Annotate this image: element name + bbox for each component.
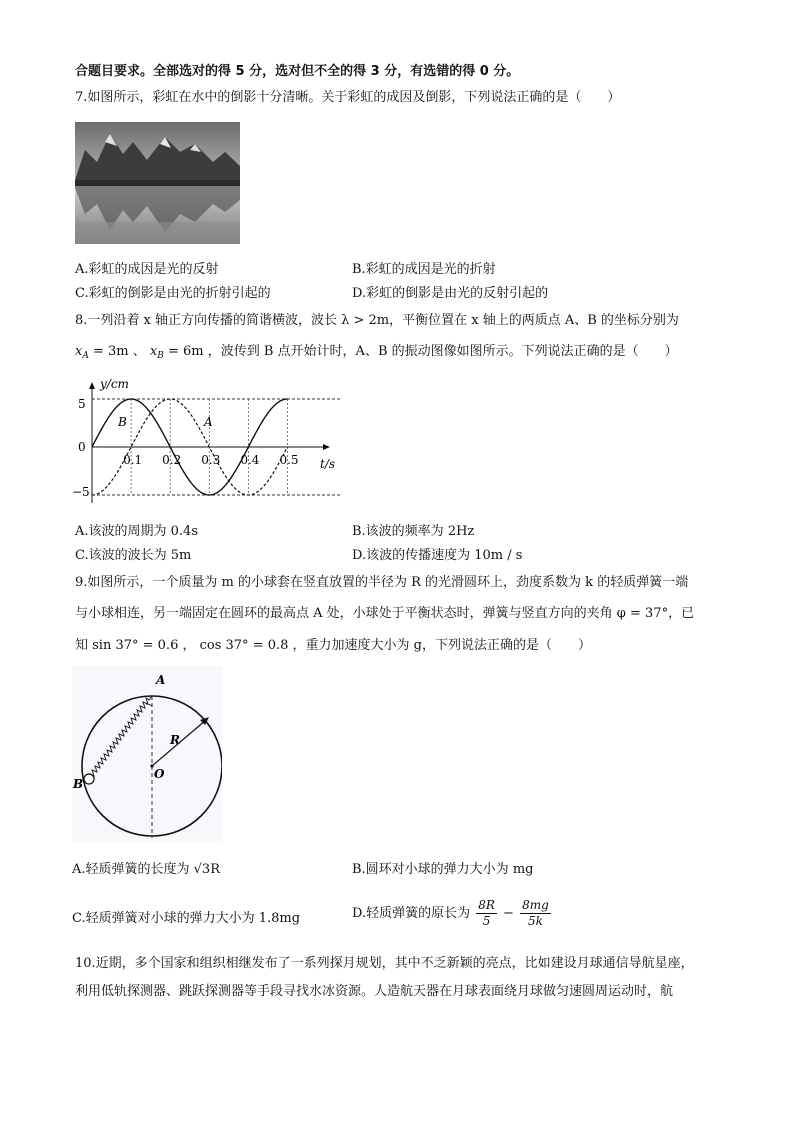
x-tick-labels bbox=[123, 453, 298, 467]
q9-stem-line3: 知 sin 37° = 0.6 ， cos 37° = 0.8 ，重力加速度大小为 g，下列说法正确的是（ ） bbox=[75, 638, 591, 653]
figure-background bbox=[72, 666, 222, 841]
q8-option-b[interactable]: B.该波的频率为 2Hz bbox=[352, 524, 475, 539]
q8-stem-line2 bbox=[75, 343, 678, 365]
q8-xa-sub: A bbox=[82, 351, 89, 361]
q9-option-a[interactable]: A.轻质弹簧的长度为 √3R bbox=[72, 862, 220, 877]
point-b-label: B bbox=[73, 777, 84, 791]
q8-option-a[interactable]: A.该波的周期为 0.4s bbox=[75, 524, 198, 539]
fraction-numerator: 8R bbox=[478, 898, 495, 912]
q9-option-d[interactable] bbox=[352, 898, 553, 929]
x-axis-label: t/s bbox=[320, 457, 336, 471]
radius-r-label: R bbox=[170, 733, 180, 747]
y-axis-arrow bbox=[89, 382, 95, 389]
x-tick-label-1: 0.1 bbox=[123, 453, 143, 467]
q9-stem-line1: 9.如图所示，一个质量为 m 的小球套在竖直放置的半径为 R 的光滑圆环上，劲度系数为 k 的轻质弹簧一端 bbox=[75, 575, 689, 590]
center-o-label: O bbox=[154, 767, 165, 781]
q8-option-c[interactable]: C.该波的波长为 5m bbox=[75, 548, 192, 563]
rainbow-reflection-photo bbox=[75, 122, 240, 244]
q8-vibration-graph bbox=[70, 378, 350, 508]
q8-xb-symbol: x bbox=[149, 344, 158, 359]
fraction-numerator: 8mg bbox=[522, 898, 549, 912]
fraction-denominator: 5 bbox=[482, 914, 491, 928]
curve-label-b: B bbox=[118, 415, 127, 429]
q7-option-b[interactable]: B.彩虹的成因是光的折射 bbox=[352, 262, 496, 277]
x-tick-label-2: 0.2 bbox=[162, 453, 182, 467]
x-tick-label-3: 0.3 bbox=[201, 453, 221, 467]
section-header: 合题目要求。全部选对的得 5 分，选对但不全的得 3 分，有选错的得 0 分。 bbox=[75, 64, 520, 79]
q8-xa-value: = 3m 、 bbox=[88, 344, 150, 359]
x-tick-label-5: 0.5 bbox=[279, 453, 299, 467]
q9-stem-line2: 与小球相连，另一端固定在圆环的最高点 A 处，小球处于平衡状态时，弹簧与竖直方向的夹角 φ = 37°，已 bbox=[75, 606, 695, 621]
point-a-label: A bbox=[156, 673, 166, 687]
q7-option-d[interactable]: D.彩虹的倒影是由光的反射引起的 bbox=[352, 286, 549, 301]
q8-stem-line1: 8.一列沿着 x 轴正方向传播的简谐横波，波长 λ > 2m，平衡位置在 x 轴上的两质点 A、B 的坐标分别为 bbox=[75, 313, 679, 328]
q8-xa-symbol: x bbox=[75, 344, 83, 359]
q10-line1: 10.近期，多个国家和组织相继发布了一系列探月规划，其中不乏新颖的亮点，比如建设月球通信导航星座， bbox=[75, 956, 694, 971]
q7-stem: 7.如图所示，彩虹在水中的倒影十分清晰。关于彩虹的成因及倒影，下列说法正确的是（ ） bbox=[75, 90, 621, 105]
y-axis-label: y/cm bbox=[100, 378, 129, 391]
y-tick-zero: 0 bbox=[78, 440, 86, 454]
fraction-8mg-over-5k bbox=[520, 898, 551, 929]
x-tick-label-4: 0.4 bbox=[240, 453, 260, 467]
q10-line2: 利用低轨探测器、跳跃探测器等手段寻找水冰资源。人造航天器在月球表面绕月球做匀速圆周运动时，航 bbox=[75, 984, 674, 999]
small-ball bbox=[84, 774, 94, 784]
q7-option-a[interactable]: A.彩虹的成因是光的反射 bbox=[75, 262, 219, 277]
y-tick-top: 5 bbox=[78, 397, 86, 411]
q8-xb-sub: B bbox=[157, 351, 164, 361]
curve-label-a: A bbox=[204, 415, 213, 429]
q8-stem-rest: = 6m ，波传到 B 点开始计时，A、B 的振动图像如图所示。下列说法正确的是（ ） bbox=[163, 344, 678, 359]
y-tick-bottom: −5 bbox=[72, 485, 90, 499]
q9-option-d-prefix: D.轻质弹簧的原长为 bbox=[352, 906, 471, 921]
rainbow-photo-image bbox=[75, 122, 240, 244]
fraction-8r-over-5 bbox=[476, 898, 497, 929]
q9-option-b[interactable]: B.圆环对小球的弹力大小为 mg bbox=[352, 862, 534, 877]
fraction-denominator: 5k bbox=[527, 914, 543, 928]
q9-option-c[interactable]: C.轻质弹簧对小球的弹力大小为 1.8mg bbox=[72, 911, 301, 926]
q7-option-c[interactable]: C.彩虹的倒影是由光的折射引起的 bbox=[75, 286, 271, 301]
minus-sign: − bbox=[503, 906, 514, 921]
x-axis-arrow bbox=[323, 444, 330, 450]
q8-option-d[interactable]: D.该波的传播速度为 10m / s bbox=[352, 548, 523, 563]
q9-ring-spring-figure bbox=[72, 666, 222, 841]
